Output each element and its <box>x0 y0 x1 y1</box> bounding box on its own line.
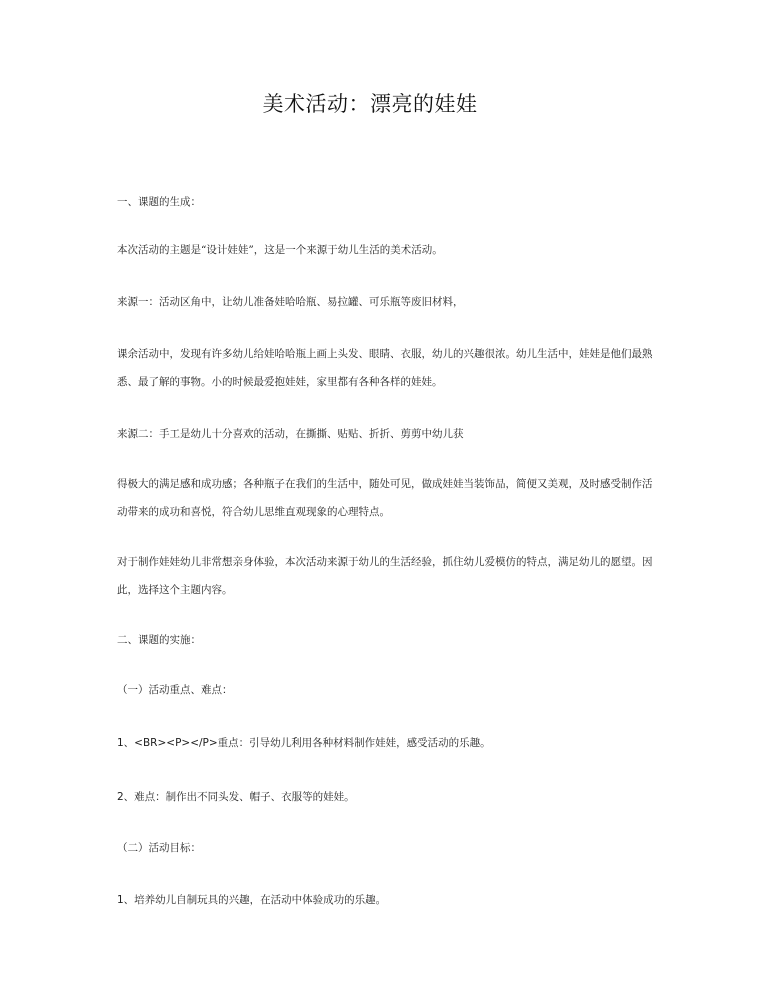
paragraph-source-1: 来源一：活动区角中，让幼儿准备娃哈哈瓶、易拉罐、可乐瓶等废旧材料， <box>117 296 464 308</box>
subheading-goals: （二）活动目标： <box>117 842 201 854</box>
list-item-difficulty: 2、难点：制作出不同头发、帽子、衣服等的娃娃。 <box>117 791 355 803</box>
paragraph-source-2: 来源二：手工是幼儿十分喜欢的活动，在撕撕、贴贴、折折、剪剪中幼儿获 <box>117 428 464 440</box>
list-item-key-point: 1、<BR><P></P>重点：引导幼儿利用各种材料制作娃娃，感受活动的乐趣。 <box>117 737 491 749</box>
paragraph-theme: 本次活动的主题是“设计娃娃”，这是一个来源于幼儿生活的美术活动。 <box>117 244 443 256</box>
paragraph-after-class: 课余活动中，发现有许多幼儿给娃哈哈瓶上画上头发、眼睛、衣服，幼儿的兴趣很浓。幼儿生活中，娃娃是他们最熟悉、最了解的事物。小的时候最爱抱娃娃，家里都有各种各样的娃娃。 <box>117 348 653 388</box>
document-title: 美术活动：漂亮的娃娃 <box>262 92 478 116</box>
paragraph-satisfaction: 得极大的满足感和成功感；各种瓶子在我们的生活中，随处可见，做成娃娃当装饰品，简便又美观，及时感受制作活动带来的成功和喜悦，符合幼儿思维直观现象的心理特点。 <box>117 478 653 518</box>
heading-section-2: 二、课题的实施： <box>117 634 201 646</box>
list-item-goal-1: 1、培养幼儿自制玩具的兴趣，在活动中体验成功的乐趣。 <box>117 894 387 906</box>
heading-section-1: 一、课题的生成： <box>117 196 201 208</box>
paragraph-experience: 对于制作娃娃幼儿非常想亲身体验，本次活动来源于幼儿的生活经验，抓住幼儿爱模仿的特点，满足幼儿的愿望。因此，选择这个主题内容。 <box>117 556 653 596</box>
subheading-key-points: （一）活动重点、难点： <box>117 684 233 696</box>
